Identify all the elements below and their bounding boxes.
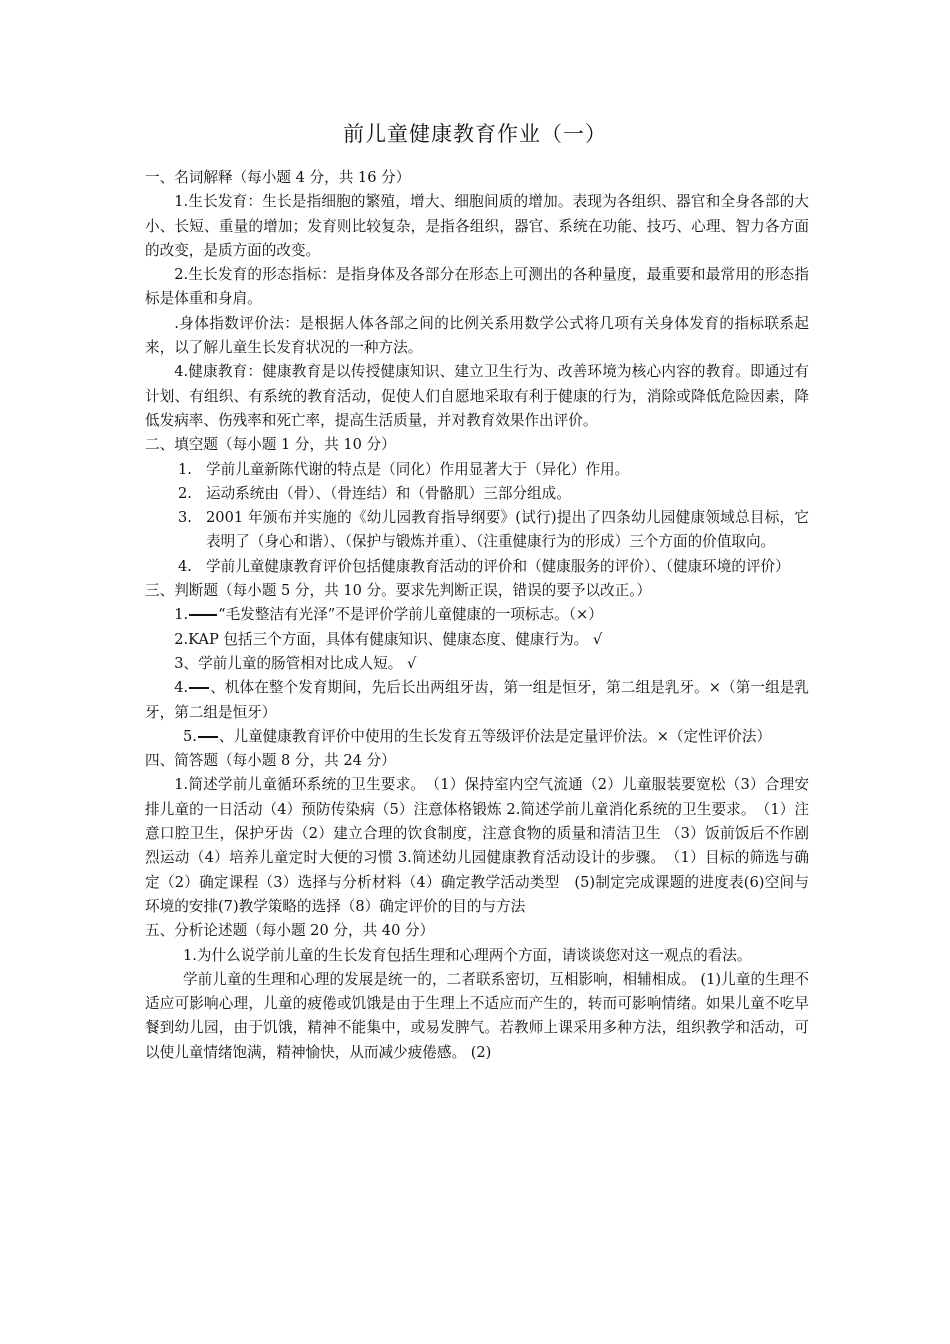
- item-text: 学前儿童新陈代谢的特点是（同化）作用显著大于（异化）作用。: [206, 460, 630, 478]
- definition-health-education: 4.健康教育：健康教育是以传授健康知识、建立卫生行为、改善环境为核心内容的教育。即通过有计划、有组织、有系统的教育活动，促使人们自愿地采取有利于健康的行为，消除或降低危险因素，降低发病率、伤残率和死亡率，提高生活质量，并对教育效果作出评价。: [145, 363, 809, 429]
- item-number: 4.: [178, 557, 192, 575]
- item-text: 2001 年颁布并实施的《幼儿园教育指导纲要》(试行)提出了四条幼儿园健康领域总目标，它表明了（身心和谐）、（保护与锻炼并重）、（注重健康行为的形成）三个方面的价值取向。: [206, 509, 809, 551]
- true-false-item: [145, 628, 809, 652]
- underline-mark: [189, 687, 209, 689]
- definition-growth: 1.生长发育：生长是指细胞的繁殖，增大、细胞间质的增加。表现为各组织、器官和全身各部的大小、长短、重量的增加；发育则比较复杂，是指各组织，器官、系统在功能、技巧、心理、智力各方面的改变，是质方面的改变。: [145, 193, 809, 259]
- fill-blank-item: [145, 482, 809, 506]
- true-false-item: [145, 725, 809, 749]
- page-title: 前儿童健康教育作业（一）: [343, 122, 607, 146]
- item-number: 2.: [178, 484, 192, 502]
- item-text: 、机体在整个发育期间，先后长出两组牙齿，第一组是恒牙，第二组是乳牙。×（第一组是乳牙，第二组是恒牙）: [145, 679, 809, 721]
- definition-morphology-index: 2.生长发育的形态指标：是指身体及各部分在形态上可测出的各种量度，最重要和最常用的形态指标是体重和身肩。: [145, 266, 809, 308]
- item-text: 2.KAP 包括三个方面，具体有健康知识、健康态度、健康行为。 √: [174, 630, 603, 648]
- section-heading-short-answer: 四、简答题（每小题 8 分，共 24 分）: [145, 752, 396, 770]
- section-heading-definitions: 一、名词解释（每小题 4 分，共 16 分）: [145, 169, 411, 186]
- fill-blank-item: [145, 458, 809, 482]
- fill-blank-item: [145, 555, 809, 579]
- short-answer-body: 1.简述学前儿童循环系统的卫生要求。 （1）保持室内空气流通（2）儿童服装要宽松（3）合理安排儿童的一日活动（4）预防传染病（5）注意体格锻炼 2.简述学前儿童消化系统的卫生要求。 （1）注意口腔卫生，保护牙齿（2）建立合理的饮食制度，注意食物的质量和清洁卫生 （3）饭前饭后不作剧烈运动（4）培养儿童定时大便的习惯 3.简述幼儿园健康教育活动设计的步骤。 （1）目标的筛选与确定（2）确定课程（3）选择与分析材料（4）确定教学活动类型 (5)制定完成课题的进度表(6)空间与环境的安排(7)教学策略的选择（8）确定评价的目的与方法: [145, 776, 809, 915]
- section-heading-fill-blank: 二、填空题（每小题 1 分，共 10 分）: [145, 436, 396, 454]
- section-heading-essay: 五、分析论述题（每小题 20 分，共 40 分）: [145, 922, 435, 940]
- underline-mark: [189, 614, 217, 616]
- essay-answer: 学前儿童的生理和心理的发展是统一的，二者联系密切，互相影响，相辅相成。 (1)儿童的生理不适应可影响心理，儿童的疲倦或饥饿是由于生理上不适应而产生的，转而可影响情绪。如果儿童不吃早餐到幼儿园，由于饥饿，精神不能集中，或易发脾气。若教师上课采用多种方法，组织教学和活动，可以使儿童情绪饱满，精神愉快，从而减少疲倦感。 (2): [145, 970, 809, 1061]
- item-number: 5.: [182, 727, 197, 745]
- item-text: 学前儿童健康教育评价包括健康教育活动的评价和（健康服务的评价）、（健康环境的评价）: [206, 557, 790, 575]
- underline-mark: [198, 736, 218, 738]
- item-number: 1.: [178, 460, 192, 478]
- item-text: 、儿童健康教育评价中使用的生长发育五等级评价法是定量评价法。×（定性评价法）: [218, 727, 772, 745]
- item-number: 4.: [174, 679, 189, 697]
- true-false-item: [145, 652, 809, 676]
- section-heading-true-false: 三、判断题（每小题 5 分，共 10 分。要求先判断正误，错误的要予以改正。）: [145, 582, 652, 600]
- item-number: 1.: [174, 606, 189, 624]
- true-false-item: [145, 676, 809, 725]
- item-text: 3、学前儿童的肠管相对比成人短。 √: [174, 654, 417, 672]
- true-false-item: [145, 603, 809, 627]
- item-number: 3.: [178, 509, 192, 527]
- definition-body-index: .身体指数评价法：是根据人体各部之间的比例关系用数学公式将几项有关身体发育的指标联系起来，以了解儿童生长发育状况的一种方法。: [145, 314, 809, 357]
- document-body: [145, 166, 809, 1065]
- item-text: 运动系统由（骨）、（骨连结）和（骨骼肌）三部分组成。: [206, 484, 571, 502]
- item-text: “毛发整洁有光泽”不是评价学前儿童健康的一项标志。（×）: [218, 606, 603, 624]
- essay-question: 1.为什么说学前儿童的生长发育包括生理和心理两个方面，请谈谈您对这一观点的看法。: [182, 946, 752, 964]
- fill-blank-item: [145, 506, 809, 555]
